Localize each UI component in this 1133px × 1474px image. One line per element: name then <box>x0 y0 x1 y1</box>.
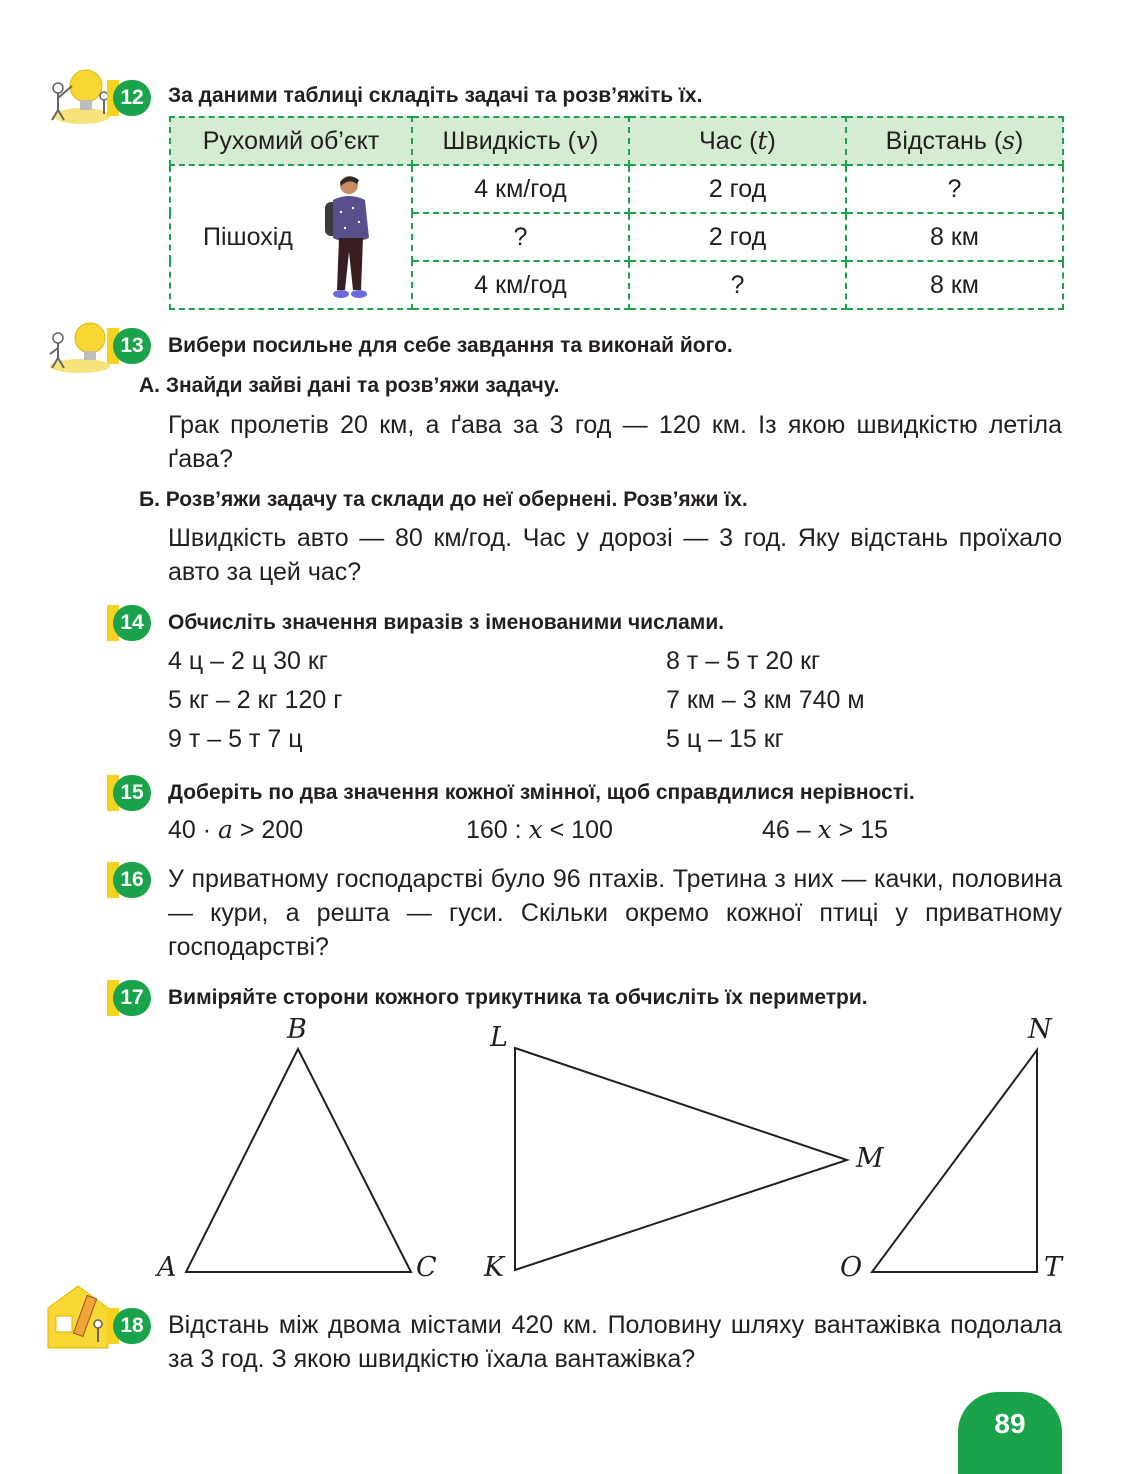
task-number-badge: 12 <box>113 80 151 116</box>
lightbulb-team-icon <box>44 66 110 126</box>
vertex-label-k: K <box>484 1252 505 1283</box>
object-label: Пішохід <box>203 222 293 251</box>
cell-time: 2 год <box>629 213 846 261</box>
option-a-text: Грак пролетів 20 км, а ґава за 3 год — 120 км. Із якою швидкістю летіла ґава? <box>168 411 1062 473</box>
expression: 5 ц – 15 кг <box>666 725 784 753</box>
expression: 4 ц – 2 ц 30 кг <box>168 647 328 675</box>
task-number-badge: 17 <box>113 980 151 1016</box>
lightbulb-thinker-icon <box>40 318 110 374</box>
task-title: За даними таблиці складіть задачі та розв’яжіть їх. <box>168 84 703 107</box>
vertex-label-c: C <box>416 1252 437 1283</box>
header-object: Рухомий об’єкт <box>170 117 412 165</box>
triangle-abc <box>186 1049 411 1272</box>
task-title: Обчисліть значення виразів з іменованими числами. <box>168 611 725 634</box>
vertex-label-t: T <box>1044 1252 1063 1283</box>
vertex-label-o: O <box>840 1252 863 1283</box>
vertex-label-a: A <box>157 1252 177 1283</box>
header-distance: Відстань (s) <box>846 117 1063 165</box>
vertex-label-m: M <box>856 1143 884 1174</box>
inequality: 40 · a > 200 <box>168 815 304 844</box>
header-time: Час (t) <box>629 117 846 165</box>
cell-distance: 8 км <box>846 213 1063 261</box>
expression: 9 т – 5 т 7 ц <box>168 725 303 753</box>
triangle-not <box>872 1050 1037 1272</box>
cell-distance: ? <box>846 165 1063 213</box>
cell-speed: ? <box>412 213 629 261</box>
object-cell <box>170 165 412 309</box>
task-number-badge: 13 <box>113 328 151 364</box>
inequality: 160 : x < 100 <box>466 815 613 844</box>
cell-speed: 4 км/год <box>412 261 629 309</box>
motion-table <box>169 116 1064 310</box>
task-number-badge: 18 <box>113 1308 151 1344</box>
cell-time: 2 год <box>629 165 846 213</box>
vertex-label-b: B <box>287 1014 307 1045</box>
task-number-badge: 14 <box>113 605 151 641</box>
cell-distance: 8 км <box>846 261 1063 309</box>
table-header-row <box>170 117 1063 165</box>
header-speed: Швидкість (v) <box>412 117 629 165</box>
option-a-label: А. Знайди зайві дані та розв’яжи задачу. <box>139 374 560 397</box>
expression: 7 км – 3 км 740 м <box>666 686 865 714</box>
task-number-badge: 16 <box>113 862 151 898</box>
table-row <box>170 165 1063 213</box>
inequality: 46 – x > 15 <box>762 815 889 844</box>
cell-time: ? <box>629 261 846 309</box>
task-title: Доберіть по два значення кожної змінної, щоб справдилися нерівності. <box>168 781 915 804</box>
option-b-text: Швидкість авто — 80 км/год. Час у дорозі — 3 год. Яку відстань проїхало авто за цей час? <box>168 524 1062 586</box>
triangle-lmk <box>515 1048 847 1270</box>
page-number: 89 <box>994 1408 1026 1439</box>
option-b-label: Б. Розв’яжи задачу та склади до неї обернені. Розв’яжи їх. <box>139 488 748 511</box>
pedestrian-illustration <box>319 172 375 306</box>
vertex-label-l: L <box>490 1022 508 1053</box>
vertex-label-n: N <box>1028 1014 1052 1045</box>
task-title: Виміряйте сторони кожного трикутника та обчисліть їх периметри. <box>168 986 868 1009</box>
house-pencil-icon <box>44 1282 110 1352</box>
cell-speed: 4 км/год <box>412 165 629 213</box>
task-title: Вибери посильне для себе завдання та виконай його. <box>168 334 733 357</box>
task-text: Відстань між двома містами 420 км. Половину шляху вантажівка подолала за 3 год. З якою швидкістю їхала вантажівка? <box>168 1311 1062 1373</box>
expression: 5 кг – 2 кг 120 г <box>168 686 343 714</box>
page-number-tab <box>958 1392 1062 1474</box>
task-number-badge: 15 <box>113 775 151 811</box>
expression: 8 т – 5 т 20 кг <box>666 647 821 675</box>
task-text: У приватному господарстві було 96 птахів. Третина з них — качки, половина — кури, а решта — гуси. Скільки окремо кожної птиці у приватному господарстві? <box>168 865 1062 961</box>
